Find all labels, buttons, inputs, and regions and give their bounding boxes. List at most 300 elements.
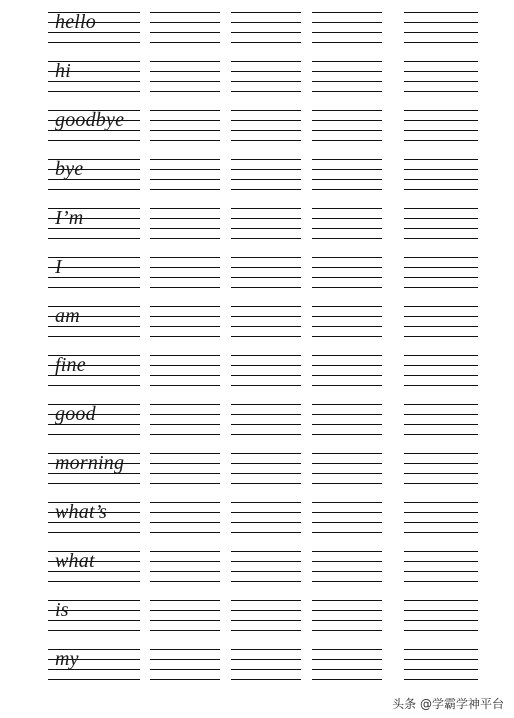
writing-guide-line xyxy=(404,326,478,327)
practice-cell xyxy=(312,643,382,683)
writing-guide-line xyxy=(312,385,382,386)
writing-guide-line xyxy=(312,169,382,170)
practice-cell xyxy=(312,545,382,585)
writing-guide-line xyxy=(231,424,301,425)
writing-guide-line xyxy=(404,630,478,631)
writing-guide-line xyxy=(150,424,220,425)
practice-cell xyxy=(312,496,382,536)
practice-cell xyxy=(150,594,220,634)
writing-guide-line xyxy=(312,316,382,317)
writing-guide-line xyxy=(312,600,382,601)
writing-guide-line xyxy=(404,434,478,435)
writing-guide-line xyxy=(48,140,140,141)
writing-guide-line xyxy=(231,140,301,141)
writing-guide-line xyxy=(150,649,220,650)
writing-guide-line xyxy=(231,91,301,92)
practice-cell xyxy=(231,6,301,46)
writing-guide-line xyxy=(404,120,478,121)
writing-guide-line xyxy=(312,453,382,454)
writing-guide-line xyxy=(231,453,301,454)
writing-guide-line xyxy=(231,561,301,562)
writing-guide-line xyxy=(312,71,382,72)
writing-guide-line xyxy=(312,502,382,503)
practice-cell xyxy=(231,398,301,438)
writing-guide-line xyxy=(231,532,301,533)
writing-guide-line xyxy=(312,659,382,660)
writing-guide-line xyxy=(150,355,220,356)
writing-guide-line xyxy=(231,218,301,219)
practice-cell xyxy=(312,594,382,634)
writing-guide-line xyxy=(150,81,220,82)
writing-guide-line xyxy=(231,306,301,307)
writing-guide-line xyxy=(404,267,478,268)
writing-guide-line xyxy=(231,159,301,160)
practice-cell xyxy=(231,55,301,95)
writing-guide-line xyxy=(150,238,220,239)
writing-guide-line xyxy=(404,218,478,219)
writing-guide-line xyxy=(312,306,382,307)
writing-guide-line xyxy=(404,169,478,170)
writing-guide-line xyxy=(312,375,382,376)
writing-guide-line xyxy=(150,532,220,533)
writing-guide-line xyxy=(312,463,382,464)
practice-cell xyxy=(312,6,382,46)
writing-guide-line xyxy=(404,473,478,474)
word-cell xyxy=(48,398,140,438)
writing-guide-line xyxy=(404,522,478,523)
writing-guide-line xyxy=(404,130,478,131)
writing-guide-line xyxy=(231,228,301,229)
worksheet-row xyxy=(0,496,514,536)
vocabulary-word: hi xyxy=(55,60,71,82)
writing-guide-line xyxy=(404,61,478,62)
writing-guide-line xyxy=(312,218,382,219)
practice-cell xyxy=(312,447,382,487)
writing-guide-line xyxy=(312,326,382,327)
practice-cell xyxy=(231,496,301,536)
writing-guide-line xyxy=(404,414,478,415)
writing-guide-line xyxy=(150,512,220,513)
writing-guide-line xyxy=(150,326,220,327)
writing-guide-line xyxy=(150,404,220,405)
writing-guide-line xyxy=(404,659,478,660)
writing-guide-line xyxy=(312,140,382,141)
writing-guide-line xyxy=(404,669,478,670)
writing-guide-line xyxy=(312,91,382,92)
writing-guide-line xyxy=(312,179,382,180)
writing-guide-line xyxy=(150,228,220,229)
word-cell xyxy=(48,55,140,95)
writing-guide-line xyxy=(404,532,478,533)
writing-guide-line xyxy=(231,512,301,513)
word-cell xyxy=(48,6,140,46)
vocabulary-word: morning xyxy=(55,452,125,474)
writing-guide-line xyxy=(312,267,382,268)
practice-cell xyxy=(312,202,382,242)
watermark: 头条 @学霸学神平台 xyxy=(392,697,504,711)
writing-guide-line xyxy=(150,561,220,562)
writing-guide-line xyxy=(48,434,140,435)
writing-guide-line xyxy=(231,110,301,111)
writing-guide-line xyxy=(231,463,301,464)
vocabulary-word: good xyxy=(55,403,96,425)
worksheet-row xyxy=(0,349,514,389)
practice-cell xyxy=(150,104,220,144)
writing-guide-line xyxy=(312,287,382,288)
writing-guide-line xyxy=(150,120,220,121)
writing-guide-line xyxy=(231,32,301,33)
writing-guide-line xyxy=(404,81,478,82)
writing-guide-line xyxy=(312,257,382,258)
writing-guide-line xyxy=(231,179,301,180)
writing-guide-line xyxy=(48,385,140,386)
writing-guide-line xyxy=(231,404,301,405)
practice-cell xyxy=(231,447,301,487)
writing-guide-line xyxy=(231,502,301,503)
practice-cell xyxy=(312,349,382,389)
writing-guide-line xyxy=(312,630,382,631)
practice-cell xyxy=(404,251,478,291)
writing-guide-line xyxy=(231,208,301,209)
writing-guide-line xyxy=(404,581,478,582)
writing-guide-line xyxy=(150,208,220,209)
writing-guide-line xyxy=(312,81,382,82)
writing-guide-line xyxy=(404,620,478,621)
writing-guide-line xyxy=(150,571,220,572)
writing-guide-line xyxy=(150,316,220,317)
writing-guide-line xyxy=(231,620,301,621)
worksheet-row xyxy=(0,643,514,683)
word-cell xyxy=(48,496,140,536)
writing-guide-line xyxy=(231,581,301,582)
writing-guide-line xyxy=(404,71,478,72)
writing-guide-line xyxy=(312,228,382,229)
writing-guide-line xyxy=(231,414,301,415)
word-cell xyxy=(48,251,140,291)
writing-guide-line xyxy=(231,365,301,366)
word-cell xyxy=(48,643,140,683)
writing-guide-line xyxy=(404,375,478,376)
writing-guide-line xyxy=(404,32,478,33)
writing-guide-line xyxy=(404,365,478,366)
writing-guide-line xyxy=(231,630,301,631)
writing-guide-line xyxy=(312,581,382,582)
writing-guide-line xyxy=(231,238,301,239)
practice-cell xyxy=(312,251,382,291)
writing-guide-line xyxy=(312,679,382,680)
writing-guide-line xyxy=(404,306,478,307)
writing-guide-line xyxy=(150,600,220,601)
writing-guide-line xyxy=(404,336,478,337)
writing-guide-line xyxy=(231,649,301,650)
writing-guide-line xyxy=(150,551,220,552)
writing-guide-line xyxy=(312,355,382,356)
practice-cell xyxy=(150,398,220,438)
writing-guide-line xyxy=(150,483,220,484)
practice-cell xyxy=(231,594,301,634)
writing-guide-line xyxy=(150,140,220,141)
writing-guide-line xyxy=(231,355,301,356)
practice-cell xyxy=(231,153,301,193)
practice-cell xyxy=(150,300,220,340)
practice-cell xyxy=(231,643,301,683)
writing-guide-line xyxy=(404,238,478,239)
writing-guide-line xyxy=(404,453,478,454)
writing-guide-line xyxy=(404,228,478,229)
writing-guide-line xyxy=(312,610,382,611)
writing-guide-line xyxy=(312,277,382,278)
writing-guide-line xyxy=(312,434,382,435)
writing-guide-line xyxy=(48,483,140,484)
writing-guide-line xyxy=(150,610,220,611)
writing-guide-line xyxy=(231,189,301,190)
writing-guide-line xyxy=(404,208,478,209)
vocabulary-word: what’s xyxy=(55,501,107,523)
writing-guide-line xyxy=(312,159,382,160)
writing-guide-line xyxy=(231,130,301,131)
writing-guide-line xyxy=(312,12,382,13)
writing-guide-line xyxy=(312,22,382,23)
practice-cell xyxy=(150,202,220,242)
writing-guide-line xyxy=(231,483,301,484)
writing-guide-line xyxy=(312,561,382,562)
writing-guide-line xyxy=(312,365,382,366)
writing-guide-line xyxy=(312,42,382,43)
worksheet-row xyxy=(0,545,514,585)
writing-guide-line xyxy=(312,551,382,552)
writing-guide-line xyxy=(150,61,220,62)
writing-guide-line xyxy=(231,120,301,121)
practice-cell xyxy=(312,55,382,95)
writing-guide-line xyxy=(231,522,301,523)
writing-guide-line xyxy=(404,140,478,141)
writing-guide-line xyxy=(150,267,220,268)
word-cell xyxy=(48,202,140,242)
writing-guide-line xyxy=(150,287,220,288)
practice-cell xyxy=(404,104,478,144)
writing-guide-line xyxy=(150,179,220,180)
worksheet-row xyxy=(0,153,514,193)
vocabulary-word: I’m xyxy=(55,207,84,229)
practice-cell xyxy=(404,643,478,683)
writing-guide-line xyxy=(150,463,220,464)
writing-guide-line xyxy=(312,571,382,572)
writing-guide-line xyxy=(231,551,301,552)
writing-guide-line xyxy=(312,238,382,239)
writing-guide-line xyxy=(312,189,382,190)
writing-guide-line xyxy=(231,473,301,474)
writing-guide-line xyxy=(312,473,382,474)
writing-guide-line xyxy=(231,326,301,327)
vocabulary-word: hello xyxy=(55,11,96,33)
practice-cell xyxy=(150,153,220,193)
writing-guide-line xyxy=(231,336,301,337)
vocabulary-word: is xyxy=(55,599,69,621)
writing-guide-line xyxy=(404,600,478,601)
word-cell xyxy=(48,104,140,144)
worksheet-row xyxy=(0,398,514,438)
writing-guide-line xyxy=(150,453,220,454)
writing-guide-line xyxy=(231,22,301,23)
writing-guide-line xyxy=(150,130,220,131)
writing-guide-line xyxy=(404,179,478,180)
writing-guide-line xyxy=(150,218,220,219)
writing-guide-line xyxy=(404,483,478,484)
writing-guide-line xyxy=(231,600,301,601)
writing-guide-line xyxy=(404,649,478,650)
word-cell xyxy=(48,447,140,487)
writing-guide-line xyxy=(404,385,478,386)
writing-guide-line xyxy=(404,551,478,552)
vocabulary-word: fine xyxy=(55,354,86,376)
writing-guide-line xyxy=(150,502,220,503)
practice-cell xyxy=(404,398,478,438)
writing-guide-line xyxy=(404,189,478,190)
writing-guide-line xyxy=(231,169,301,170)
writing-guide-line xyxy=(150,91,220,92)
practice-cell xyxy=(231,104,301,144)
writing-guide-line xyxy=(48,630,140,631)
practice-cell xyxy=(404,349,478,389)
worksheet-row xyxy=(0,447,514,487)
writing-guide-line xyxy=(150,336,220,337)
writing-guide-line xyxy=(150,414,220,415)
writing-guide-line xyxy=(231,267,301,268)
writing-guide-line xyxy=(231,277,301,278)
writing-guide-line xyxy=(312,61,382,62)
practice-cell xyxy=(231,545,301,585)
writing-guide-line xyxy=(150,189,220,190)
writing-guide-line xyxy=(150,620,220,621)
writing-guide-line xyxy=(312,120,382,121)
vocabulary-word: am xyxy=(55,305,80,327)
writing-guide-line xyxy=(312,532,382,533)
writing-guide-line xyxy=(312,483,382,484)
worksheet-row xyxy=(0,251,514,291)
writing-guide-line xyxy=(404,502,478,503)
practice-cell xyxy=(404,153,478,193)
practice-cell xyxy=(404,447,478,487)
writing-guide-line xyxy=(150,257,220,258)
writing-guide-line xyxy=(231,287,301,288)
writing-guide-line xyxy=(48,238,140,239)
practice-cell xyxy=(231,202,301,242)
writing-guide-line xyxy=(150,159,220,160)
writing-guide-line xyxy=(150,71,220,72)
writing-guide-line xyxy=(404,512,478,513)
writing-guide-line xyxy=(312,522,382,523)
writing-guide-line xyxy=(231,679,301,680)
practice-cell xyxy=(312,300,382,340)
writing-guide-line xyxy=(312,512,382,513)
writing-guide-line xyxy=(150,365,220,366)
writing-guide-line xyxy=(150,385,220,386)
writing-guide-line xyxy=(404,355,478,356)
writing-guide-line xyxy=(231,434,301,435)
word-cell xyxy=(48,545,140,585)
practice-cell xyxy=(404,6,478,46)
writing-guide-line xyxy=(404,12,478,13)
writing-guide-line xyxy=(231,316,301,317)
writing-guide-line xyxy=(48,679,140,680)
practice-cell xyxy=(150,349,220,389)
writing-guide-line xyxy=(404,571,478,572)
writing-guide-line xyxy=(312,208,382,209)
writing-guide-line xyxy=(404,424,478,425)
writing-guide-line xyxy=(312,424,382,425)
writing-guide-line xyxy=(150,679,220,680)
word-cell xyxy=(48,349,140,389)
writing-guide-line xyxy=(404,91,478,92)
writing-guide-line xyxy=(231,375,301,376)
writing-guide-line xyxy=(48,336,140,337)
writing-guide-line xyxy=(150,277,220,278)
writing-guide-line xyxy=(231,61,301,62)
writing-guide-line xyxy=(231,257,301,258)
practice-cell xyxy=(312,104,382,144)
writing-guide-line xyxy=(312,649,382,650)
practice-cell xyxy=(150,55,220,95)
word-cell xyxy=(48,153,140,193)
writing-guide-line xyxy=(312,620,382,621)
vocabulary-word: goodbye xyxy=(55,109,125,131)
writing-guide-line xyxy=(48,532,140,533)
practice-cell xyxy=(150,6,220,46)
worksheet-row xyxy=(0,55,514,95)
writing-guide-line xyxy=(404,463,478,464)
writing-guide-line xyxy=(231,81,301,82)
writing-guide-line xyxy=(231,12,301,13)
writing-guide-line xyxy=(404,679,478,680)
writing-guide-line xyxy=(231,610,301,611)
word-cell xyxy=(48,300,140,340)
practice-cell xyxy=(404,545,478,585)
vocabulary-word: bye xyxy=(55,158,84,180)
writing-guide-line xyxy=(150,581,220,582)
practice-cell xyxy=(404,55,478,95)
writing-guide-line xyxy=(312,336,382,337)
writing-guide-line xyxy=(404,22,478,23)
writing-guide-line xyxy=(48,287,140,288)
writing-guide-line xyxy=(150,630,220,631)
worksheet-row xyxy=(0,300,514,340)
practice-cell xyxy=(404,300,478,340)
writing-guide-line xyxy=(312,32,382,33)
writing-guide-line xyxy=(150,659,220,660)
practice-cell xyxy=(150,496,220,536)
practice-cell xyxy=(231,251,301,291)
writing-guide-line xyxy=(150,434,220,435)
practice-cell xyxy=(150,545,220,585)
writing-guide-line xyxy=(312,414,382,415)
writing-guide-line xyxy=(231,71,301,72)
writing-guide-line xyxy=(150,669,220,670)
practice-cell xyxy=(150,251,220,291)
writing-guide-line xyxy=(48,189,140,190)
practice-cell xyxy=(231,349,301,389)
writing-guide-line xyxy=(312,404,382,405)
vocabulary-word: what xyxy=(55,550,95,572)
writing-guide-line xyxy=(231,659,301,660)
writing-guide-line xyxy=(404,277,478,278)
writing-guide-line xyxy=(150,306,220,307)
practice-cell xyxy=(404,594,478,634)
practice-cell xyxy=(312,153,382,193)
writing-guide-line xyxy=(404,110,478,111)
writing-guide-line xyxy=(231,385,301,386)
practice-cell xyxy=(312,398,382,438)
writing-guide-line xyxy=(312,669,382,670)
